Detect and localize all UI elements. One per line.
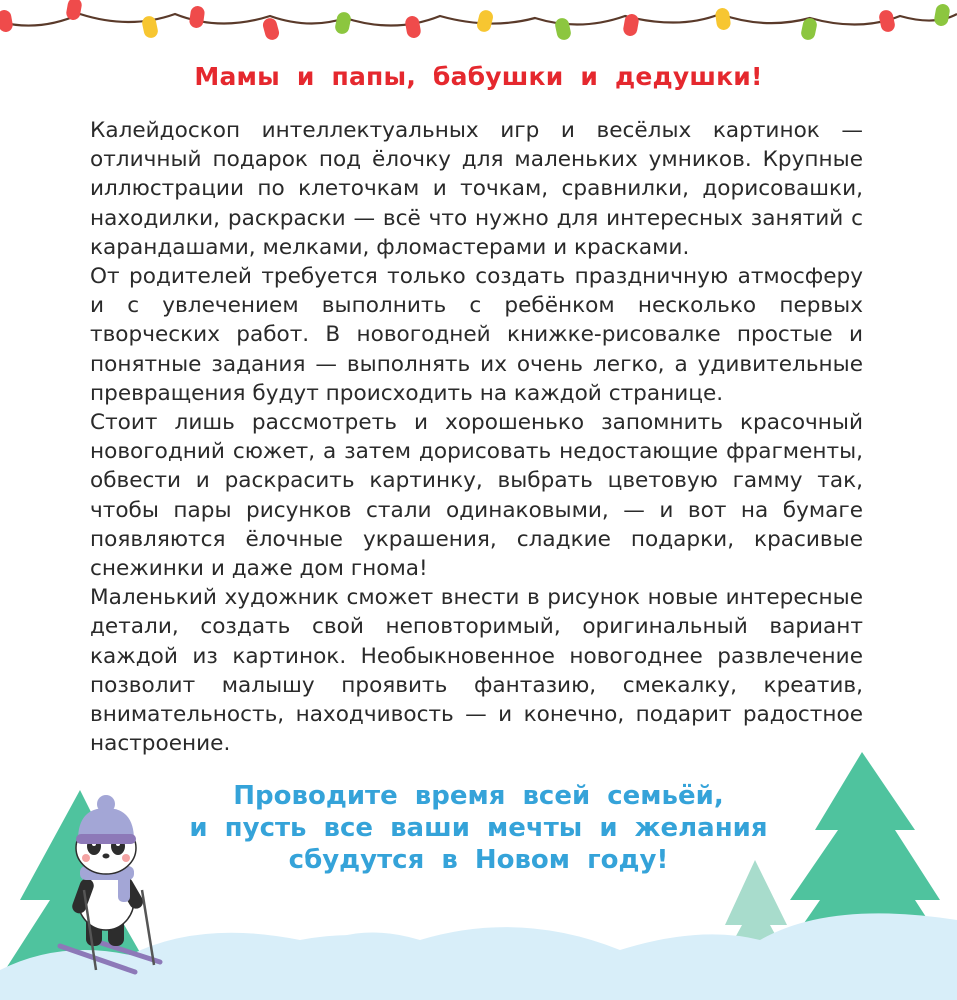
paragraph: Калейдоскоп интеллектуальных игр и весёлых картинок — отличный подарок под ёлочку для маленьких умников. Крупные иллюстрации по клеточкам и точкам, сравнилки, дорисовашки, находилки, раскраски — всё что нужно для интересных занятий с карандашами, мелками, фломастерами и красками. [90,118,863,260]
page-title: Мамы и папы, бабушки и дедушки! [194,62,763,91]
paragraph: Маленький художник сможет внести в рисунок новые интересные детали, создать свой неповторимый, оригинальный вариант каждой из картинок. Необыкновенное новогоднее развлечение позволит малышу проявить фантазию, смекалку, креатив, внимательность, находчивость — и конечно, подарит радостное настроение. [90,585,863,757]
closing-line: Проводите время всей семьёй, [233,781,724,811]
paragraph: Стоит лишь рассмотреть и хорошенько запомнить красочный новогодний сюжет, а затем дорисовать недостающие фрагменты, обвести и раскрасить картинку, выбрать цветовую гамму так, чтобы пары рисунков стали одинаковыми, — и вот на бумаге появляются ёлочные украшения, сладкие подарки, красивые снежинки и даже дом гнома! [90,410,863,582]
intro-text [90,116,863,758]
closing-wish [0,780,957,876]
light-bulbs [0,0,951,41]
closing-line: сбудутся в Новом году! [288,845,669,875]
christmas-lights-icon [0,0,957,60]
closing-line: и пусть все ваши мечты и желания [189,813,768,843]
paragraph: От родителей требуется только создать праздничную атмосферу и с увлечением выполнить с ребёнком несколько первых творческих работ. В новогодней книжке-рисовалке простые и понятные задания — выполнять их очень легко, а удивительные превращения будут происходить на каждой странице. [90,264,863,406]
